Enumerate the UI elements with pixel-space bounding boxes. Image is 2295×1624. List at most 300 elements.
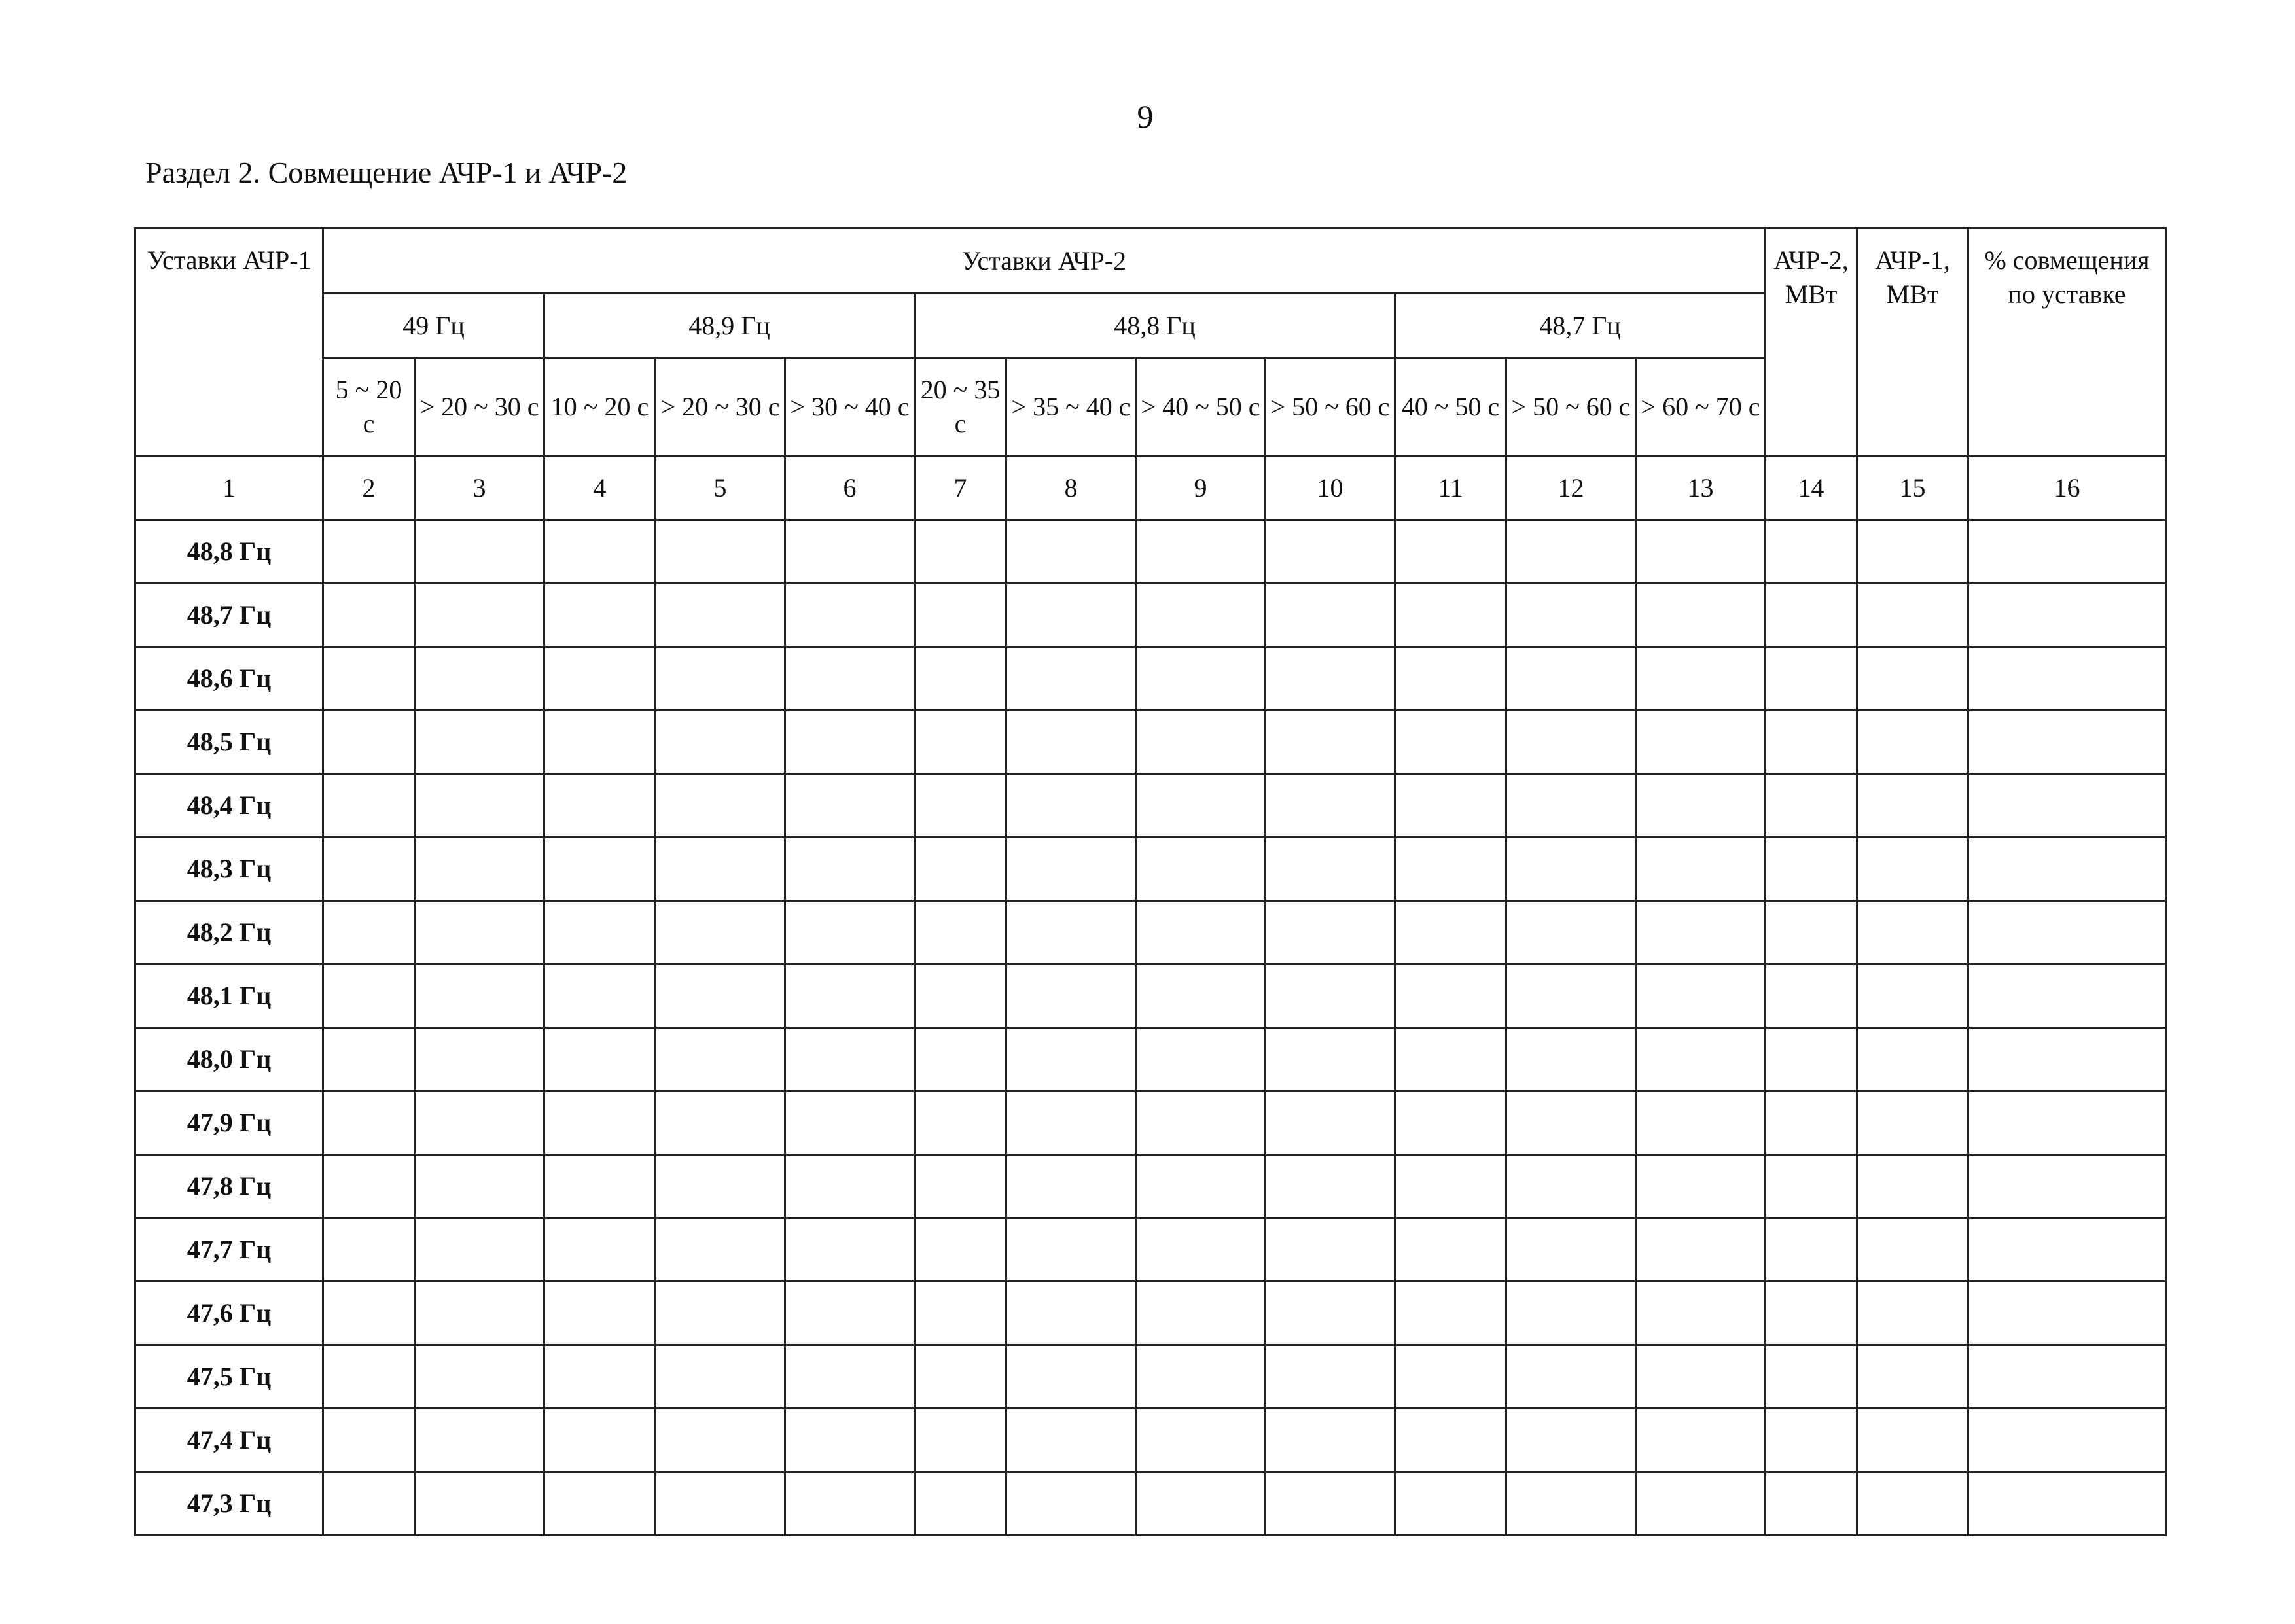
empty-cell [656,1409,785,1472]
empty-cell [1636,1091,1766,1155]
empty-cell [1857,1155,1968,1218]
empty-cell [1766,838,1857,901]
empty-cell [656,584,785,647]
empty-cell [1857,647,1968,711]
header-time-range: > 20 ~ 30 с [656,358,785,457]
empty-cell [1006,1028,1136,1091]
empty-cell [1136,964,1266,1028]
empty-cell [1006,1409,1136,1472]
column-number: 11 [1395,457,1506,520]
empty-cell [1506,1091,1636,1155]
empty-cell [915,1345,1006,1409]
empty-cell [1006,901,1136,964]
empty-cell [915,520,1006,584]
empty-cell [656,1155,785,1218]
empty-cell [1266,774,1395,838]
empty-cell [785,1472,915,1536]
column-number-row [135,457,2166,520]
header-row-1 [135,228,2166,294]
empty-cell [1136,901,1266,964]
empty-cell [1136,1409,1266,1472]
empty-cell [323,711,415,774]
row-label: 47,3 Гц [135,1472,323,1536]
empty-cell [1766,1345,1857,1409]
empty-cell [415,520,544,584]
empty-cell [1968,1218,2166,1282]
empty-cell [1136,1472,1266,1536]
row-label: 48,2 Гц [135,901,323,964]
empty-cell [544,1345,656,1409]
empty-cell [785,1155,915,1218]
empty-cell [1266,901,1395,964]
header-freq-group: 49 Гц [323,294,544,358]
header-freq-group: 48,7 Гц [1395,294,1766,358]
empty-cell [1395,901,1506,964]
header-ufls1-mw: АЧР-1, МВт [1857,228,1968,457]
empty-cell [656,520,785,584]
row-label: 48,0 Гц [135,1028,323,1091]
empty-cell [415,901,544,964]
empty-cell [544,901,656,964]
column-number: 1 [135,457,323,520]
header-time-range: > 60 ~ 70 с [1636,358,1766,457]
empty-cell [1968,774,2166,838]
empty-cell [1968,520,2166,584]
empty-cell [915,1155,1006,1218]
empty-cell [915,1472,1006,1536]
empty-cell [915,838,1006,901]
empty-cell [323,1218,415,1282]
row-label: 48,6 Гц [135,647,323,711]
empty-cell [1766,711,1857,774]
empty-cell [415,838,544,901]
empty-cell [915,1218,1006,1282]
empty-cell [1395,1472,1506,1536]
empty-cell [1006,711,1136,774]
table-row [135,1409,2166,1472]
empty-cell [1395,584,1506,647]
empty-cell [1136,1345,1266,1409]
empty-cell [1006,1345,1136,1409]
empty-cell [1968,1155,2166,1218]
empty-cell [1136,1218,1266,1282]
empty-cell [1766,774,1857,838]
empty-cell [1006,1218,1136,1282]
empty-cell [1136,711,1266,774]
empty-cell [544,711,656,774]
empty-cell [785,584,915,647]
empty-cell [1857,1282,1968,1345]
empty-cell [915,774,1006,838]
empty-cell [785,1028,915,1091]
table-row [135,1282,2166,1345]
empty-cell [544,1028,656,1091]
empty-cell [1006,584,1136,647]
empty-cell [1857,1218,1968,1282]
table-row [135,584,2166,647]
empty-cell [1968,1028,2166,1091]
empty-cell [1766,1028,1857,1091]
empty-cell [1506,520,1636,584]
empty-cell [1506,1218,1636,1282]
empty-cell [785,1282,915,1345]
column-number: 14 [1766,457,1857,520]
header-time-range: > 30 ~ 40 с [785,358,915,457]
table-row [135,964,2166,1028]
header-ufls1-settings: Уставки АЧР-1 [135,228,323,457]
empty-cell [1636,901,1766,964]
empty-cell [915,1091,1006,1155]
empty-cell [1506,1155,1636,1218]
table-row [135,774,2166,838]
empty-cell [1506,1409,1636,1472]
empty-cell [1636,1028,1766,1091]
header-combination-percent: % совмещения по уставке [1968,228,2166,457]
empty-cell [785,1345,915,1409]
empty-cell [785,774,915,838]
column-number: 7 [915,457,1006,520]
empty-cell [1636,774,1766,838]
empty-cell [1636,1282,1766,1345]
empty-cell [1266,584,1395,647]
header-time-range: > 35 ~ 40 с [1006,358,1136,457]
empty-cell [1136,1282,1266,1345]
empty-cell [1266,1218,1395,1282]
column-number: 16 [1968,457,2166,520]
empty-cell [1968,1409,2166,1472]
header-time-range: > 20 ~ 30 с [415,358,544,457]
empty-cell [1857,964,1968,1028]
empty-cell [323,647,415,711]
empty-cell [1766,1409,1857,1472]
empty-cell [1395,1091,1506,1155]
empty-cell [1395,520,1506,584]
empty-cell [323,520,415,584]
empty-cell [1506,1028,1636,1091]
empty-cell [1636,1218,1766,1282]
empty-cell [656,647,785,711]
empty-cell [915,901,1006,964]
row-label: 47,4 Гц [135,1409,323,1472]
column-number: 8 [1006,457,1136,520]
empty-cell [1857,584,1968,647]
empty-cell [1636,1345,1766,1409]
empty-cell [1395,1409,1506,1472]
empty-cell [1506,647,1636,711]
empty-cell [1266,711,1395,774]
empty-cell [323,838,415,901]
empty-cell [1006,774,1136,838]
empty-cell [785,964,915,1028]
table-row [135,901,2166,964]
ufls-combination-table [134,227,2167,1536]
empty-cell [1636,964,1766,1028]
column-number: 13 [1636,457,1766,520]
empty-cell [1395,838,1506,901]
empty-cell [1266,838,1395,901]
empty-cell [1766,1091,1857,1155]
empty-cell [544,1218,656,1282]
empty-cell [1857,901,1968,964]
empty-cell [1857,838,1968,901]
empty-cell [1636,647,1766,711]
empty-cell [1506,1472,1636,1536]
empty-cell [1266,1472,1395,1536]
empty-cell [656,1028,785,1091]
empty-cell [415,647,544,711]
empty-cell [323,1472,415,1536]
empty-cell [415,774,544,838]
empty-cell [1857,774,1968,838]
table-row [135,647,2166,711]
empty-cell [656,711,785,774]
empty-cell [1766,584,1857,647]
header-freq-group: 48,8 Гц [915,294,1395,358]
page-number: 9 [1137,98,1154,135]
header-ufls2-mw: АЧР-2, МВт [1766,228,1857,457]
empty-cell [1266,1028,1395,1091]
empty-cell [1506,774,1636,838]
empty-cell [1766,964,1857,1028]
empty-cell [785,1409,915,1472]
empty-cell [1506,901,1636,964]
row-label: 48,7 Гц [135,584,323,647]
row-label: 47,5 Гц [135,1345,323,1409]
column-number: 3 [415,457,544,520]
header-time-range: > 50 ~ 60 с [1266,358,1395,457]
empty-cell [323,584,415,647]
empty-cell [1968,584,2166,647]
column-number: 4 [544,457,656,520]
empty-cell [415,1409,544,1472]
empty-cell [323,1091,415,1155]
row-label: 47,6 Гц [135,1282,323,1345]
empty-cell [415,964,544,1028]
empty-cell [1506,838,1636,901]
empty-cell [1006,520,1136,584]
empty-cell [1968,1091,2166,1155]
empty-cell [1506,584,1636,647]
empty-cell [415,1091,544,1155]
row-label: 48,5 Гц [135,711,323,774]
empty-cell [656,1472,785,1536]
empty-cell [1857,1028,1968,1091]
empty-cell [323,964,415,1028]
row-label: 47,9 Гц [135,1091,323,1155]
empty-cell [915,711,1006,774]
empty-cell [1968,1472,2166,1536]
empty-cell [785,647,915,711]
table-row [135,520,2166,584]
empty-cell [1968,1282,2166,1345]
empty-cell [415,1155,544,1218]
empty-cell [1266,647,1395,711]
empty-cell [1968,711,2166,774]
empty-cell [1136,647,1266,711]
empty-cell [1766,1155,1857,1218]
table-row [135,711,2166,774]
empty-cell [1636,1472,1766,1536]
empty-cell [1266,1282,1395,1345]
empty-cell [1636,1155,1766,1218]
empty-cell [544,584,656,647]
empty-cell [1766,647,1857,711]
empty-cell [656,1218,785,1282]
empty-cell [415,1472,544,1536]
empty-cell [544,1155,656,1218]
empty-cell [1006,964,1136,1028]
header-time-range: 40 ~ 50 с [1395,358,1506,457]
empty-cell [1506,711,1636,774]
empty-cell [1395,1218,1506,1282]
empty-cell [656,774,785,838]
empty-cell [1636,711,1766,774]
empty-cell [1395,647,1506,711]
header-time-range: 20 ~ 35 с [915,358,1006,457]
empty-cell [656,901,785,964]
empty-cell [1395,1345,1506,1409]
empty-cell [1968,1345,2166,1409]
empty-cell [1636,838,1766,901]
empty-cell [1857,1472,1968,1536]
row-label: 48,3 Гц [135,838,323,901]
empty-cell [785,1218,915,1282]
row-label: 47,8 Гц [135,1155,323,1218]
empty-cell [1266,1155,1395,1218]
empty-cell [1006,647,1136,711]
row-label: 48,4 Гц [135,774,323,838]
empty-cell [915,647,1006,711]
empty-cell [323,1282,415,1345]
empty-cell [785,1091,915,1155]
header-freq-group: 48,9 Гц [544,294,915,358]
table-row [135,1155,2166,1218]
row-label: 48,8 Гц [135,520,323,584]
empty-cell [1968,901,2166,964]
header-time-range: > 50 ~ 60 с [1506,358,1636,457]
empty-cell [1395,964,1506,1028]
empty-cell [1136,774,1266,838]
empty-cell [1395,1282,1506,1345]
empty-cell [1766,520,1857,584]
empty-cell [1136,838,1266,901]
empty-cell [1857,520,1968,584]
header-ufls2-settings: Уставки АЧР-2 [323,228,1766,294]
empty-cell [1266,964,1395,1028]
empty-cell [1266,520,1395,584]
empty-cell [1636,1409,1766,1472]
empty-cell [656,1282,785,1345]
empty-cell [544,647,656,711]
empty-cell [1857,1091,1968,1155]
empty-cell [323,1155,415,1218]
empty-cell [656,964,785,1028]
empty-cell [1006,1091,1136,1155]
table-row [135,1091,2166,1155]
section-title: Раздел 2. Совмещение АЧР-1 и АЧР-2 [145,156,628,189]
empty-cell [415,1028,544,1091]
empty-cell [915,964,1006,1028]
empty-cell [1136,520,1266,584]
empty-cell [785,711,915,774]
empty-cell [1506,1282,1636,1345]
empty-cell [656,838,785,901]
empty-cell [1395,711,1506,774]
empty-cell [1006,838,1136,901]
empty-cell [1506,964,1636,1028]
empty-cell [656,1091,785,1155]
empty-cell [1006,1472,1136,1536]
empty-cell [1266,1409,1395,1472]
empty-cell [1136,1091,1266,1155]
table-row [135,1345,2166,1409]
empty-cell [915,1028,1006,1091]
empty-cell [544,774,656,838]
empty-cell [415,1218,544,1282]
empty-cell [785,838,915,901]
empty-cell [415,1345,544,1409]
empty-cell [1968,838,2166,901]
empty-cell [1136,1155,1266,1218]
empty-cell [1857,1409,1968,1472]
empty-cell [785,520,915,584]
empty-cell [915,1409,1006,1472]
empty-cell [1136,1028,1266,1091]
empty-cell [323,1409,415,1472]
empty-cell [323,901,415,964]
row-label: 48,1 Гц [135,964,323,1028]
column-number: 10 [1266,457,1395,520]
empty-cell [1766,1472,1857,1536]
empty-cell [1506,1345,1636,1409]
empty-cell [323,774,415,838]
empty-cell [415,1282,544,1345]
empty-cell [1766,1218,1857,1282]
header-time-range: 10 ~ 20 с [544,358,656,457]
row-label: 47,7 Гц [135,1218,323,1282]
empty-cell [323,1345,415,1409]
empty-cell [1395,1028,1506,1091]
empty-cell [915,1282,1006,1345]
empty-cell [1968,964,2166,1028]
empty-cell [415,584,544,647]
empty-cell [915,584,1006,647]
table-row [135,1218,2166,1282]
table-row [135,838,2166,901]
empty-cell [544,1282,656,1345]
empty-cell [1006,1282,1136,1345]
empty-cell [1636,584,1766,647]
empty-cell [1395,774,1506,838]
empty-cell [1968,647,2166,711]
header-time-range: > 40 ~ 50 с [1136,358,1266,457]
empty-cell [785,901,915,964]
column-number: 5 [656,457,785,520]
empty-cell [1006,1155,1136,1218]
column-number: 12 [1506,457,1636,520]
empty-cell [544,1409,656,1472]
header-time-range: 5 ~ 20 с [323,358,415,457]
empty-cell [1857,1345,1968,1409]
table-row [135,1028,2166,1091]
empty-cell [323,1028,415,1091]
empty-cell [1636,520,1766,584]
column-number: 2 [323,457,415,520]
empty-cell [1266,1091,1395,1155]
empty-cell [544,1472,656,1536]
empty-cell [544,1091,656,1155]
empty-cell [544,520,656,584]
